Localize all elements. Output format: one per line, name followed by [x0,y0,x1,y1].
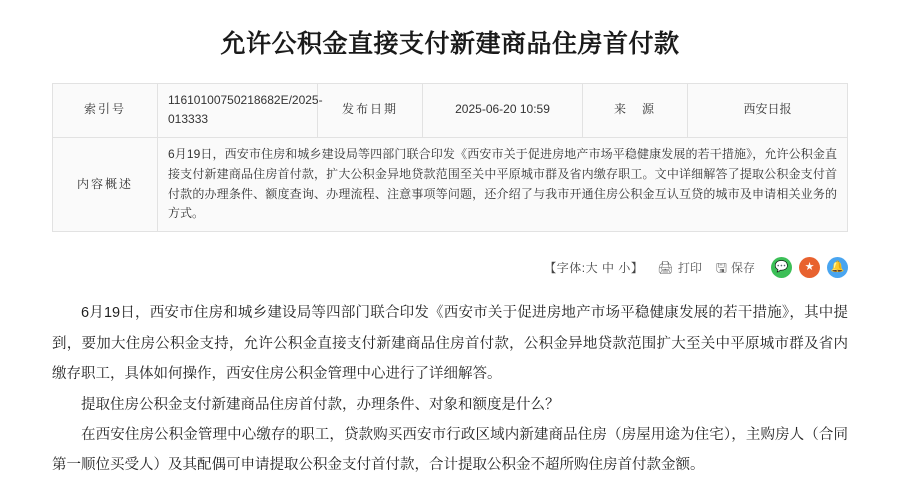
wechat-share-icon[interactable]: 💬 [771,257,792,278]
article-paragraph: 6月19日，西安市住房和城乡建设局等四部门联合印发《西安市关于促进房地产市场平稳健康发展的若干措施》，其中提到，要加大住房公积金支持，允许公积金直接支付新建商品住房首付款，公积金异地贷款范围扩大至关中平原城市群及省内缴存职工，具体如何操作，西安住房公积金管理中心进行了详细解答。 [52,305,848,383]
table-row [53,83,848,138]
page-title: 允许公积金直接支付新建商品住房首付款 [220,30,680,58]
font-size-controls [544,259,643,276]
publish-date-label: 发布日期 [318,83,423,138]
summary-value: 6月19日，西安市住房和城乡建设局等四部门联合印发《西安市关于促进房地产市场平稳健康发展的若干措施》，允许公积金直接支付新建商品住房首付款，扩大公积金异地贷款范围至关中平原城市群及省内缴存职工。文中详细解答了提取公积金支付首付款的办理条件、额度查询、办理流程、注意事项等问题，还介绍了与我市开通住房公积金互认互贷的城市及申请相关业务的方式。 [158,138,848,232]
article-toolbar [52,254,848,280]
index-value: 11610100750218682E/2025-013333 [158,83,318,138]
print-button[interactable] [657,259,702,276]
table-row [53,138,848,232]
font-size-small[interactable]: 小 [618,260,631,275]
save-button[interactable] [716,259,755,276]
publish-date-value: 2025-06-20 10:59 [423,83,583,138]
font-size-large[interactable]: 大 [585,260,599,275]
weibo-share-icon[interactable]: ★ [799,257,820,278]
article-paragraph: 提取住房公积金支付新建商品住房首付款，办理条件、对象和额度是什么？ [81,396,560,413]
document-meta-table [52,83,848,233]
article-body [52,298,848,481]
font-size-prefix: 【字体: [544,260,586,275]
summary-label: 内容概述 [53,138,158,232]
index-label: 索引号 [53,83,158,138]
share-buttons [771,257,848,278]
save-icon: 🖫 [715,259,727,275]
font-size-medium[interactable]: 中 [601,260,615,275]
source-label: 来 源 [583,83,688,138]
source-value: 西安日报 [688,83,848,138]
font-size-suffix: 】 [630,260,644,275]
print-label: 打印 [677,260,702,275]
notification-share-icon[interactable]: 🔔 [827,257,848,278]
printer-icon: 🖨 [657,259,674,275]
save-label: 保存 [730,260,755,275]
article-paragraph: 在西安住房公积金管理中心缴存的职工，贷款购买西安市行政区域内新建商品住房（房屋用途为住宅），主购房人（合同第一顺位买受人）及其配偶可申请提取公积金支付首付款，合计提取公积金不超所购住房首付款金额。 [52,427,848,474]
